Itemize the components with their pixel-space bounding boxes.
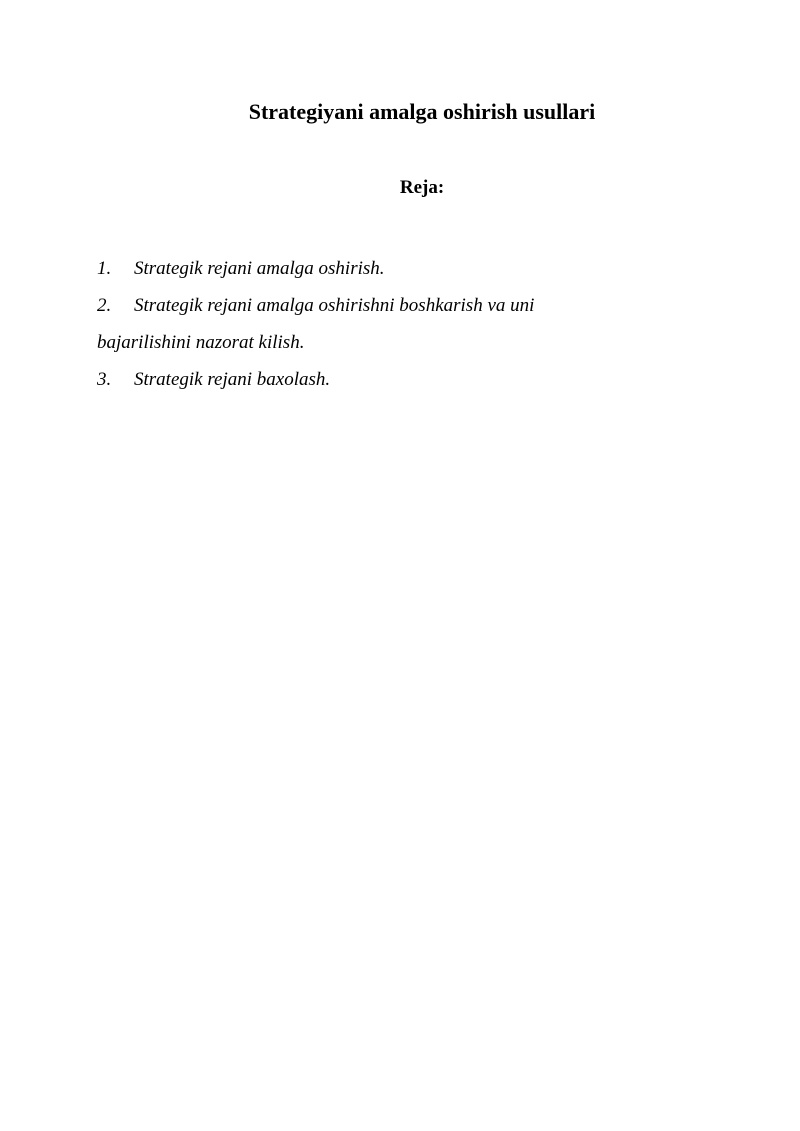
list-item-number: 1. <box>97 258 112 279</box>
plan-heading: Reja: <box>399 177 445 198</box>
list-item <box>97 287 717 324</box>
list-item-text: Strategik rejani baxolash. <box>134 369 331 390</box>
list-item-text: Strategik rejani amalga oshirish. <box>134 258 385 279</box>
list-item-number: 2. <box>97 295 112 316</box>
page-title: Strategiyani amalga oshirish usullari <box>248 99 596 124</box>
list-item-number: 3. <box>97 369 112 390</box>
list-item <box>97 250 717 287</box>
plan-list <box>97 250 717 398</box>
list-item-text: Strategik rejani amalga oshirishni boshkarish va uni <box>134 295 535 316</box>
list-item-continuation: bajarilishini nazorat kilish. <box>97 332 305 353</box>
list-item <box>97 361 717 398</box>
